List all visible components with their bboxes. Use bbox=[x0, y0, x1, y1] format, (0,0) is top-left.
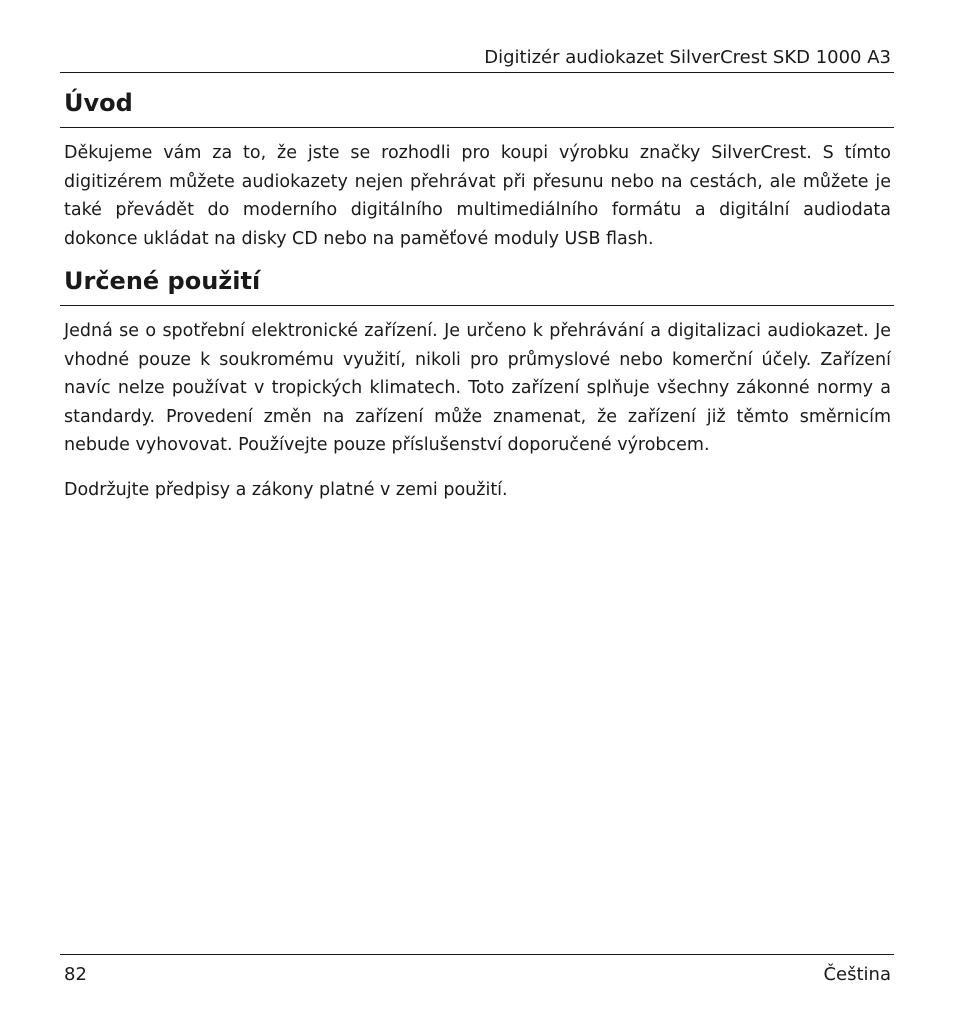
paragraph-predpisy: Dodržujte předpisy a zákony platné v zemi použití. bbox=[64, 480, 508, 500]
section-rule-uvod bbox=[60, 127, 894, 128]
header-rule bbox=[60, 72, 894, 73]
paragraph-urcene-pouziti: Jedná se o spotřební elektronické zařízení. Je určeno k přehrávání a digitalizaci audiokazet. Je vhodné pouze k soukromému využití, nikoli pro průmyslové nebo komerční účely. Zařízení navíc nelze používat v tropických klimatech. Toto zařízení splňuje všechny zákonné normy a standardy. Provedení změn na zařízení může znamenat, že zařízení již těmto směrnicím nebude vyhovovat. Používejte pouze příslušenství doporučené výrobcem. bbox=[64, 321, 891, 455]
page-number: 82 bbox=[64, 964, 87, 985]
paragraph-uvod: Děkujeme vám za to, že jste se rozhodli pro koupi výrobku značky SilverCrest. S tímto digitizérem můžete audiokazety nejen přehrávat při přesunu nebo na cestách, ale můžete je také převádět do moderního digitálního multimediálního formátu a digitální audiodata dokonce ukládat na disky CD nebo na paměťové moduly USB flash. bbox=[64, 143, 891, 249]
section-rule-urcene-pouziti bbox=[60, 305, 894, 306]
footer-language: Čeština bbox=[823, 964, 891, 985]
footer-rule bbox=[60, 954, 894, 955]
section-title-urcene-pouziti: Určené použití bbox=[64, 267, 261, 295]
section-title-uvod: Úvod bbox=[64, 89, 133, 117]
document-page bbox=[60, 0, 894, 1036]
running-header: Digitizér audiokazet SilverCrest SKD 1000 A3 bbox=[484, 47, 891, 68]
